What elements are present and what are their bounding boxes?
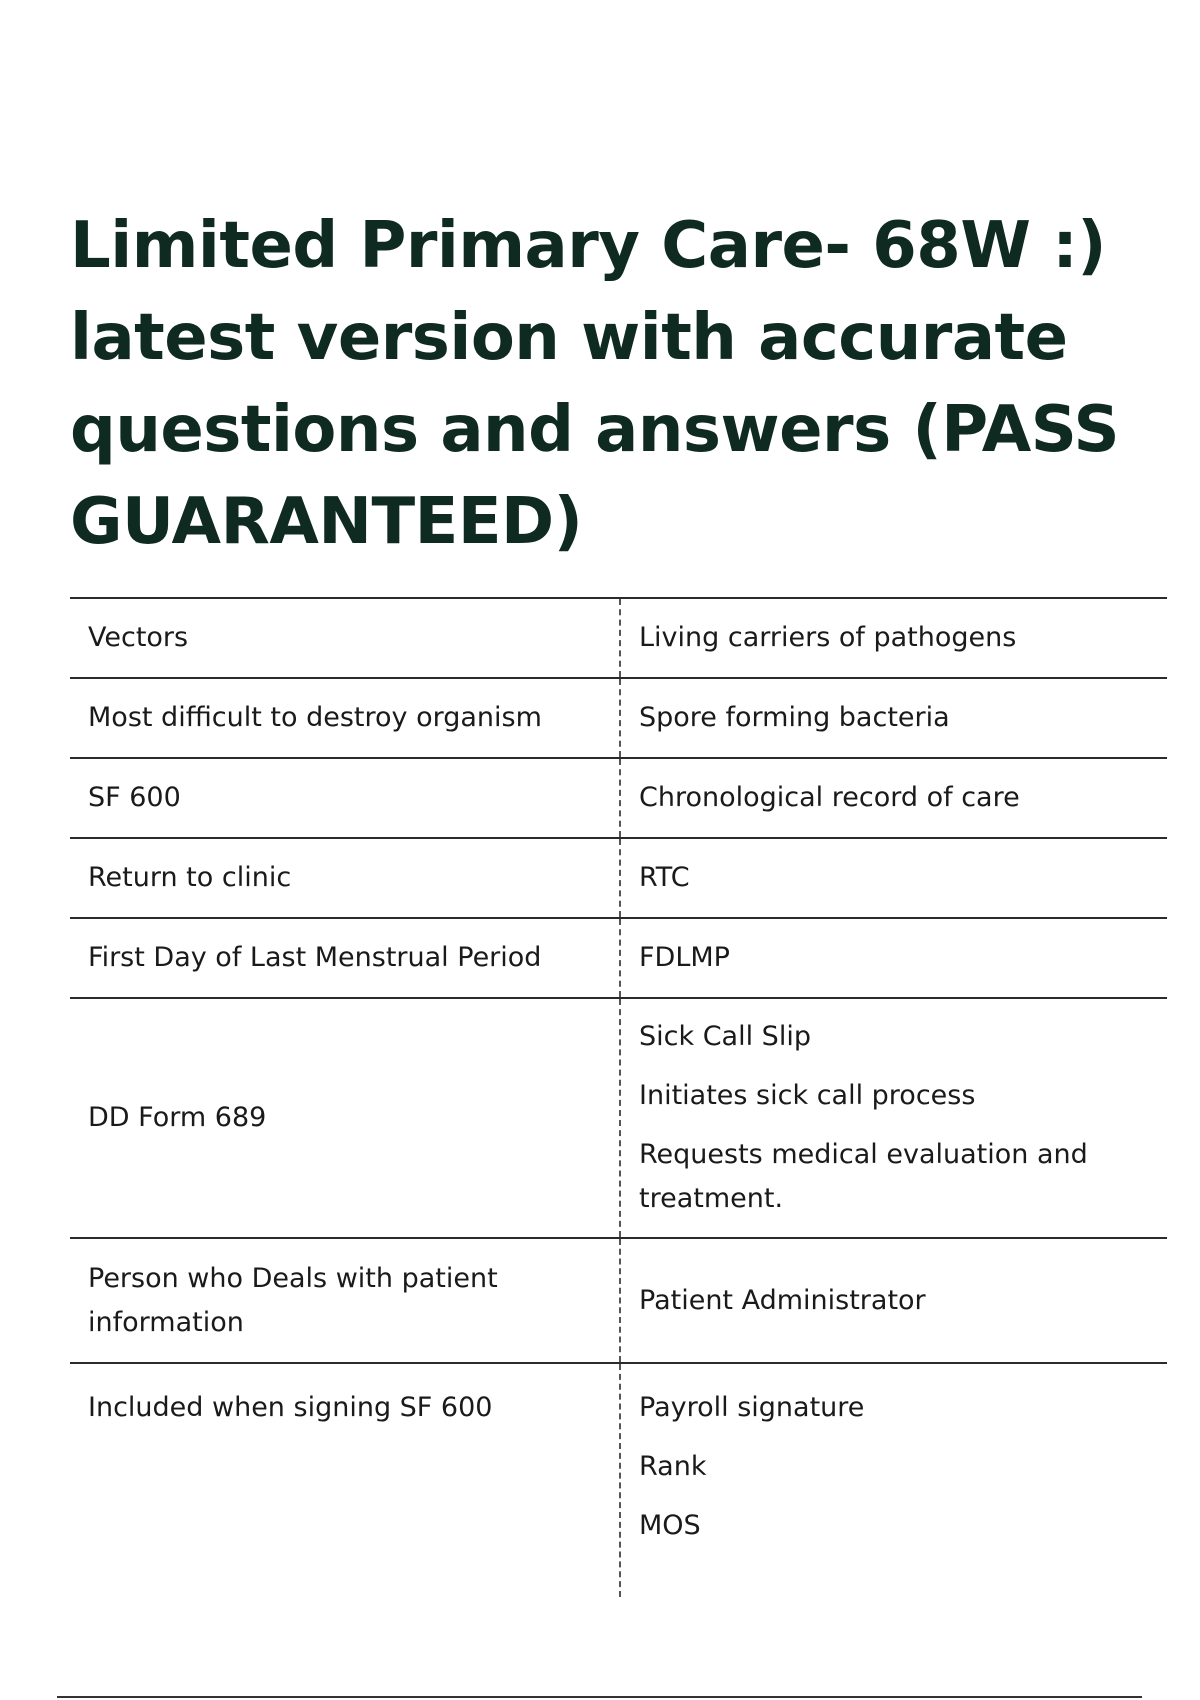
definition-line: Requests medical evaluation and treatment. (639, 1139, 1088, 1214)
definition-cell (620, 1363, 1167, 1597)
definition-cell (620, 838, 1167, 918)
qa-table (70, 597, 1167, 1597)
table-row (70, 598, 1167, 678)
definition-line: Patient Administrator (639, 1284, 926, 1316)
definition-cell (620, 918, 1167, 998)
table-row (70, 678, 1167, 758)
definition-cell (620, 598, 1167, 678)
definition-line: MOS (639, 1510, 701, 1541)
table-row (70, 918, 1167, 998)
term-cell: Vectors (70, 598, 620, 678)
definition-line: Sick Call Slip (639, 1021, 811, 1052)
definition-line: Payroll signature (639, 1392, 865, 1423)
footer-divider (57, 1696, 1142, 1698)
definition-cell (620, 1238, 1167, 1363)
term-cell: Included when signing SF 600 (70, 1363, 620, 1597)
definition-line: Spore forming bacteria (639, 702, 950, 733)
term-cell: Most difficult to destroy organism (70, 678, 620, 758)
definition-line: Living carriers of pathogens (639, 622, 1017, 653)
table-row (70, 1238, 1167, 1363)
term-cell: Person who Deals with patient information (70, 1238, 620, 1363)
definition-line: Chronological record of care (639, 782, 1020, 813)
definition-line: Rank (639, 1451, 707, 1482)
definition-line: FDLMP (639, 942, 730, 973)
table-row (70, 758, 1167, 838)
document-title: Limited Primary Care- 68W :) latest version with accurate questions and answers (PASS GUARANTEED) (70, 209, 1120, 559)
table-row (70, 838, 1167, 918)
term-cell: SF 600 (70, 758, 620, 838)
definition-line: Initiates sick call process (639, 1080, 976, 1111)
table-row (70, 1363, 1167, 1597)
definition-cell (620, 758, 1167, 838)
table-row (70, 998, 1167, 1238)
definition-line: RTC (639, 862, 690, 893)
definition-cell (620, 678, 1167, 758)
term-cell: First Day of Last Menstrual Period (70, 918, 620, 998)
term-cell: DD Form 689 (70, 998, 620, 1238)
term-cell: Return to clinic (70, 838, 620, 918)
definition-cell (620, 998, 1167, 1238)
